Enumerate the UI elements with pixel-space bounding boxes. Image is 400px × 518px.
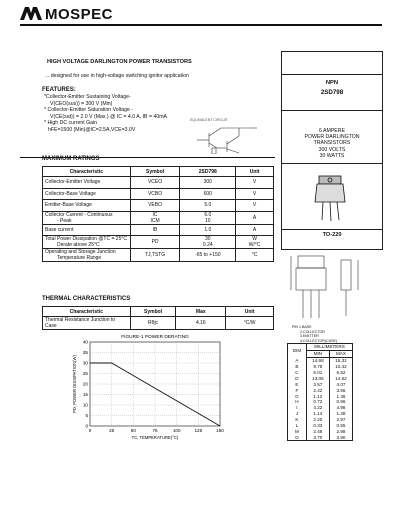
cell — [236, 188, 274, 200]
desc-line: 30 WATTS — [319, 152, 345, 159]
y-tick-label: 20 — [82, 381, 88, 387]
x-tick-label: 25 — [109, 428, 115, 433]
dimensions-table — [287, 343, 353, 441]
pin-label: 2.COLLECTOR — [300, 329, 325, 334]
dimension-row — [288, 405, 353, 411]
dim-letter: A — [288, 357, 307, 363]
cell — [180, 177, 236, 189]
cell-unit: °C — [251, 252, 258, 259]
package-outline-drawing — [286, 252, 376, 322]
dim-min: 5.01 — [306, 370, 329, 376]
y-tick-label: 40 — [82, 339, 88, 345]
col-header: Characteristic — [43, 167, 131, 177]
cell-char: Total Power Dissipation @TC = 25°C — [45, 236, 127, 243]
dim-max: 3.66 — [336, 387, 346, 393]
cell — [43, 188, 131, 200]
dim-max: 1.36 — [336, 393, 346, 399]
max-header: MAX — [329, 350, 352, 357]
dimension-row — [288, 357, 353, 363]
cell-value: -65 to +150 — [195, 252, 221, 259]
cell-symbol: IB — [152, 227, 158, 234]
col-header: Max — [176, 307, 226, 317]
max-ratings-table — [42, 166, 274, 262]
dim-max: 4.98 — [336, 405, 346, 411]
table-row — [43, 224, 274, 236]
cell-value: 300 — [203, 179, 212, 186]
dim-max: 14.62 — [335, 375, 347, 381]
part-number: 2SD798 — [320, 89, 344, 96]
features-list — [44, 94, 219, 134]
cell-char-sub: Derate above 25°C — [57, 242, 100, 249]
feature-line: *Collector-Emitter Sustaining Voltage- — [44, 94, 131, 100]
y-tick-label: 30 — [82, 360, 88, 366]
x-tick-label: 50 — [130, 428, 136, 433]
cell-char: Collector Current - Continuous — [45, 211, 113, 218]
cell-symbol: VCBO — [147, 190, 163, 197]
cell-symbol: VEBO — [148, 202, 162, 209]
dim-letter: E — [288, 381, 307, 387]
cell — [43, 177, 131, 189]
dim-max: 2.97 — [336, 417, 346, 423]
dimension-row — [288, 387, 353, 393]
x-tick-label: 150 — [216, 428, 224, 433]
col-header: Symbol — [130, 167, 180, 177]
dim-max: 15.31 — [335, 358, 347, 364]
brand-logo — [20, 6, 113, 23]
cell-value: 600 — [203, 190, 212, 197]
dim-letter: K — [288, 417, 307, 423]
x-tick-label: 125 — [194, 428, 203, 433]
cell-value: 4.16 — [176, 317, 226, 330]
brand-name: MOSPEC — [45, 6, 114, 23]
feature-line: * High DC current Gain — [44, 120, 98, 127]
col-header: 2SD798 — [180, 167, 236, 177]
dim-letter: I — [288, 405, 307, 411]
cell-char: Base current — [45, 227, 74, 234]
desc-line: POWER DARLINGTON — [304, 134, 360, 141]
dim-max: 0.96 — [336, 399, 346, 405]
dimension-row — [288, 411, 353, 417]
dimension-row — [288, 417, 353, 423]
dim-min: 2.20 — [306, 417, 329, 423]
cell — [43, 200, 131, 212]
cell-unit: W — [252, 236, 257, 243]
dimension-row — [288, 423, 353, 429]
doc-title: HIGH VOLTAGE DARLINGTON POWER TRANSISTORS — [47, 59, 192, 65]
y-axis-label: PD, POWER DISSIPATION(W) — [72, 355, 77, 413]
header-divider — [20, 24, 382, 26]
feature-line: V(CEO(sus)) = 300 V (Min) — [50, 100, 113, 107]
y-tick-label: 35 — [82, 350, 88, 355]
cell-unit: V — [252, 202, 257, 209]
col-header: Unit — [236, 167, 274, 177]
part-info-box — [281, 51, 383, 250]
col-header: Unit — [226, 307, 274, 317]
cell-symbol-sub: ICM — [150, 217, 160, 224]
dim-letter: M — [288, 428, 307, 434]
dim-max: 4.07 — [336, 381, 346, 387]
dim-min: 0.33 — [306, 423, 329, 429]
dim-min: 9.78 — [306, 364, 329, 370]
cell — [236, 236, 274, 249]
min-header: MIN — [306, 350, 329, 357]
cell-unit-sub: W/°C — [248, 242, 261, 249]
dimension-row — [288, 434, 353, 440]
table-row — [43, 188, 274, 200]
cell — [130, 177, 180, 189]
dim-min: 3.70 — [306, 434, 329, 440]
pin-label: 3.EMITTER — [300, 334, 319, 339]
dim-letter: B — [288, 364, 307, 370]
max-ratings-title: MAXIMUM RATINGS — [42, 156, 100, 162]
y-tick-label: 15 — [82, 392, 88, 397]
cell — [43, 249, 131, 262]
cell-unit: A — [252, 214, 257, 221]
feature-line: * Collector-Emitter Saturation Voltage - — [44, 107, 134, 114]
dim-max: 10.42 — [335, 364, 347, 370]
dim-letter: D — [288, 375, 307, 381]
dim-min: 4.22 — [306, 405, 329, 411]
dim-letter: F — [288, 387, 307, 393]
cell — [180, 200, 236, 212]
cell-symbol: VCEO — [147, 179, 163, 186]
cell-char: Thermal Resistance Junction to Case — [43, 317, 131, 330]
part-description — [282, 111, 382, 159]
dim-letter: H — [288, 399, 307, 405]
cell — [180, 236, 236, 249]
desc-line: 300 VOLTS — [318, 146, 346, 153]
dim-min: 2.42 — [306, 387, 329, 393]
cell — [236, 224, 274, 236]
cell-char-sub: - Peak — [57, 217, 72, 224]
dim-letter: J — [288, 411, 307, 417]
dim-letter: L — [288, 423, 307, 429]
table-row — [43, 177, 274, 189]
dimension-row — [288, 375, 353, 381]
cell-unit: V — [252, 190, 257, 197]
mm-header: MILLIMETERS — [306, 344, 352, 351]
cell-symbol: PD — [151, 239, 159, 246]
cell-value-sub: 0.24 — [202, 242, 213, 249]
dim-header: DIM — [288, 344, 307, 358]
cell — [43, 236, 131, 249]
dim-letter: G — [288, 393, 307, 399]
y-tick-label: 0 — [85, 423, 88, 429]
x-tick-label: 100 — [172, 428, 181, 433]
equivalent-circuit-diagram — [195, 124, 275, 154]
cell-unit: °C/W — [226, 317, 274, 330]
cell-char: Collector-Emitter Voltage — [45, 179, 101, 186]
cell — [130, 200, 180, 212]
thermal-table — [42, 306, 274, 330]
dim-min: 1.12 — [306, 393, 329, 399]
cell-symbol: Rθjc — [130, 317, 176, 330]
pin-label: PIN 1.BASE — [292, 325, 312, 329]
cell — [236, 200, 274, 212]
dim-max: 1.38 — [336, 411, 346, 417]
dimension-row — [288, 393, 353, 399]
cell-value: 5.0 — [204, 202, 212, 209]
dim-min: 1.14 — [306, 411, 329, 417]
cell — [130, 211, 180, 224]
thermal-title: THERMAL CHARACTERISTICS — [42, 296, 131, 302]
table-row — [43, 249, 274, 262]
x-axis-label: TC, TEMPERATURE(°C) — [131, 435, 179, 440]
dim-letter: O — [288, 434, 307, 440]
dim-min: 13.06 — [306, 375, 329, 381]
col-header: Characteristic — [43, 307, 131, 317]
desc-line: 6 AMPERE — [319, 128, 345, 134]
cell-value-sub: 10 — [205, 217, 211, 224]
y-tick-label: 5 — [85, 413, 88, 418]
mospec-logo-icon — [20, 7, 42, 20]
dim-max: 2.98 — [336, 428, 346, 434]
y-tick-label: 10 — [82, 402, 88, 408]
dim-letter: C — [288, 370, 307, 376]
power-derating-chart — [60, 328, 230, 440]
cell — [236, 249, 274, 262]
feature-line: V(CE(sat)) = 2.0 V (Max.) @ IC = 4.0 A, IB = 40mA — [50, 113, 167, 120]
cell — [130, 224, 180, 236]
cell-unit: A — [252, 227, 257, 234]
cell-char: Collector-Base Voltage — [45, 190, 96, 197]
table-row — [43, 236, 274, 249]
cell — [236, 177, 274, 189]
y-tick-label: 25 — [82, 371, 88, 376]
pin-label: 4.COLLECTOR(CASE) — [300, 338, 338, 343]
dim-min: 2.48 — [306, 428, 329, 434]
cell — [43, 224, 131, 236]
to220-package-icon — [282, 164, 382, 224]
desc-line: TRANSISTORS — [313, 140, 351, 147]
x-tick-label: 0 — [88, 428, 92, 433]
table-row — [43, 211, 274, 224]
dim-max: 0.55 — [336, 423, 346, 429]
dimension-row — [288, 381, 353, 387]
col-header: Symbol — [130, 307, 176, 317]
feature-line: hFE=1500 (Min)@IC=2.5A,VCE=3.0V — [48, 126, 136, 133]
cell — [130, 188, 180, 200]
cell-value: 1.0 — [204, 227, 212, 234]
cell-unit: V — [252, 179, 257, 186]
circuit-label: EQUIVALENT CIRCUIT — [190, 118, 229, 122]
cell-value: 30 — [205, 236, 211, 243]
pin-labels — [292, 325, 337, 343]
features-title: FEATURES: — [42, 87, 76, 93]
cell — [180, 224, 236, 236]
cell-char-sub: Temperature Range — [57, 255, 102, 262]
dimension-row — [288, 364, 353, 370]
dim-min: 0.72 — [306, 399, 329, 405]
dim-max: 6.52 — [336, 370, 346, 375]
cell — [180, 211, 236, 224]
cell — [43, 211, 131, 224]
dimension-row — [288, 428, 353, 434]
cell-char: Operating and Storage Junction — [45, 249, 116, 256]
cell — [130, 236, 180, 249]
cell-symbol: IC — [152, 211, 158, 218]
cell — [180, 188, 236, 200]
dim-min: 3.57 — [306, 381, 329, 387]
cell — [236, 211, 274, 224]
cell-symbol: TJ,TSTG — [144, 252, 166, 259]
dimension-row — [288, 399, 353, 405]
cell — [180, 249, 236, 262]
cell — [130, 249, 180, 262]
part-polarity: NPN — [325, 80, 339, 86]
package-name: TO-220 — [322, 232, 342, 239]
dim-min: 14.68 — [306, 357, 329, 363]
doc-subtitle: ... designed for use in high-voltage switching ignitor application — [45, 73, 189, 79]
cell-char: Emitter-Base Voltage — [45, 202, 92, 209]
x-tick-label: 75 — [152, 428, 158, 433]
cell-value: 6.0 — [204, 211, 212, 218]
table-row — [43, 200, 274, 212]
dimension-row — [288, 370, 353, 376]
dim-max: 3.90 — [336, 434, 346, 440]
chart-title: FIGURE-1 POWER DERATING — [121, 335, 189, 340]
